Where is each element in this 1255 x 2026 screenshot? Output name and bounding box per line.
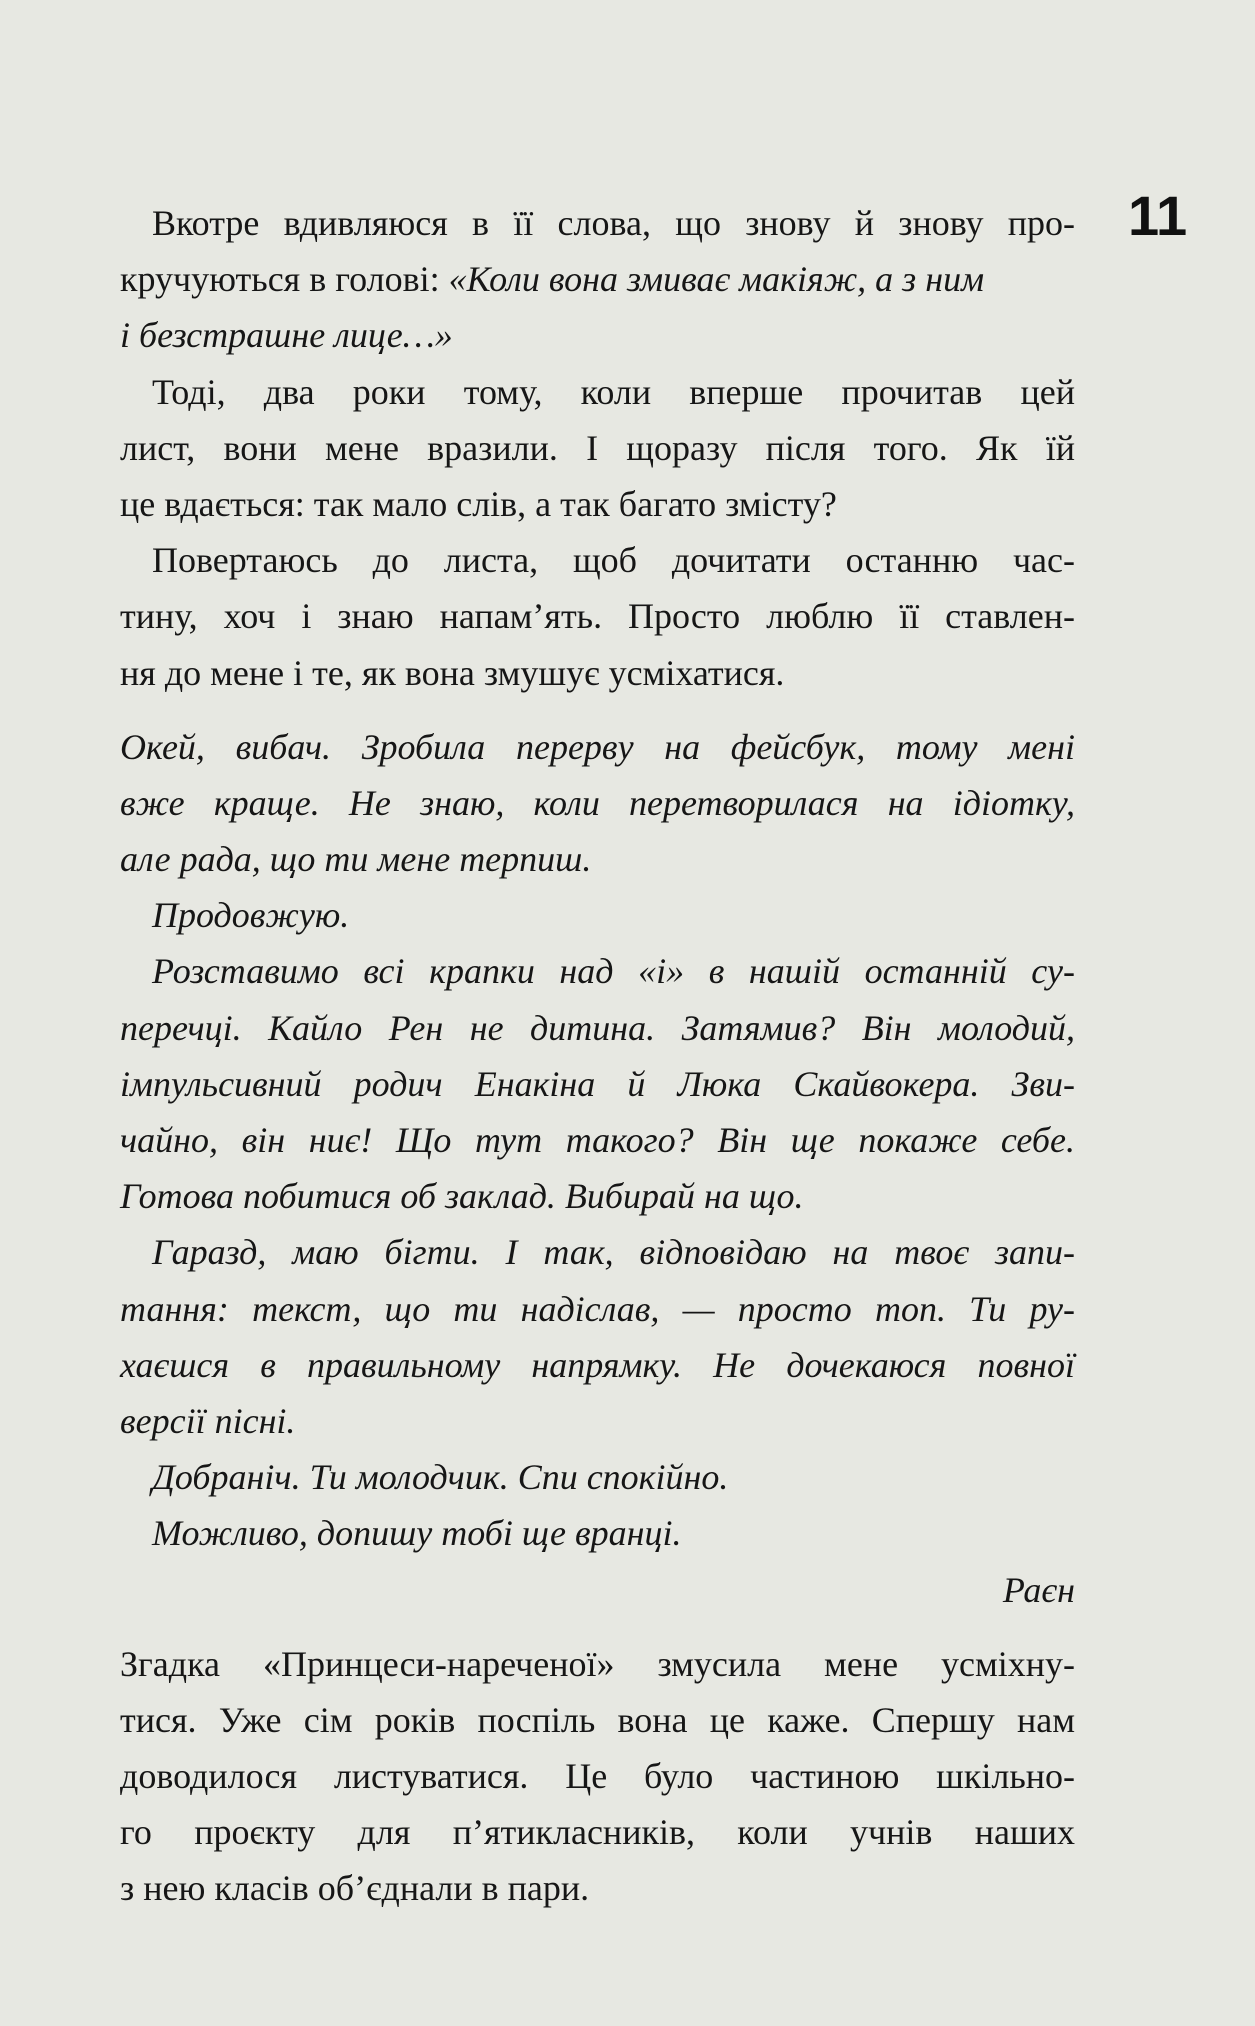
letter-line: вже краще. Не знаю, коли перетворилася на ідіотку, <box>120 782 1075 823</box>
letter-line: чайно, він ниє! Що тут такого? Він ще покаже себе. <box>120 1120 1075 1160</box>
letter-signature: Раєн <box>1002 1569 1075 1610</box>
text-line: доводилося листуватися. Це було частиною шкільно- <box>120 1756 1075 1797</box>
letter-line: Розставимо всі крапки над «і» в нашій останній су- <box>152 951 1075 992</box>
letter-line: перечці. Кайло Рен не дитина. Затямив? Він молодий, <box>120 1007 1075 1048</box>
letter-line: Окей, вибач. Зробила перерву на фейсбук, тому мені <box>120 726 1075 767</box>
text-line: Згадка «Принцеси-нареченої» змусила мене усміхну- <box>120 1643 1075 1684</box>
spacer <box>120 701 1075 719</box>
letter-line: Можливо, допишу тобі ще вранці. <box>152 1513 682 1554</box>
letter-line: Добраніч. Ти молодчик. Спи спокійно. <box>152 1457 729 1498</box>
quote-line: і безстрашне лице…» <box>120 315 453 356</box>
text-line: Вкотре вдивляюся в її слова, що знову й знову про- <box>152 203 1075 243</box>
page-number: 11 <box>1128 184 1188 247</box>
letter-line: Гаразд, маю бігти. І так, відповідаю на твоє запи- <box>152 1232 1075 1273</box>
text-line: тину, хоч і знаю напам’ять. Просто люблю її ставлен- <box>120 596 1075 637</box>
letter-line: але рада, що ти мене терпиш. <box>120 839 592 880</box>
text-line: ня до мене і те, як вона змушує усміхатися. <box>120 652 785 693</box>
quote-fragment: «Коли вона змиває макіяж, а з ним <box>448 259 985 300</box>
spacer <box>120 1618 1075 1636</box>
text-line: Тоді, два роки тому, коли вперше прочитав цей <box>152 371 1075 412</box>
letter-line: Готова побитися об заклад. Вибирай на що. <box>120 1176 804 1217</box>
letter-line: імпульсивний родич Енакіна й Люка Скайвокера. Зви- <box>120 1063 1075 1104</box>
page-text <box>120 195 1075 1917</box>
letter-line: тання: текст, що ти надіслав, — просто топ. Ти ру- <box>120 1288 1075 1329</box>
letter-line: версії пісні. <box>120 1400 296 1441</box>
text-line: Повертаюсь до листа, щоб дочитати останню час- <box>152 540 1075 581</box>
text-line: го проєкту для п’ятикласників, коли учнів наших <box>120 1812 1075 1853</box>
letter-line: Продовжую. <box>152 895 350 936</box>
text-line: з нею класів об’єднали в пари. <box>120 1868 590 1909</box>
text-fragment: кручуються в голові: <box>120 259 449 300</box>
text-line: це вдається: так мало слів, а так багато змісту? <box>120 483 837 524</box>
text-line <box>120 251 1075 307</box>
text-line: лист, вони мене вразили. І щоразу після того. Як їй <box>120 427 1075 468</box>
letter-line: хаєшся в правильному напрямку. Не дочекаюся повної <box>120 1344 1075 1385</box>
text-line: тися. Уже сім років поспіль вона це каже. Спершу нам <box>120 1699 1075 1740</box>
